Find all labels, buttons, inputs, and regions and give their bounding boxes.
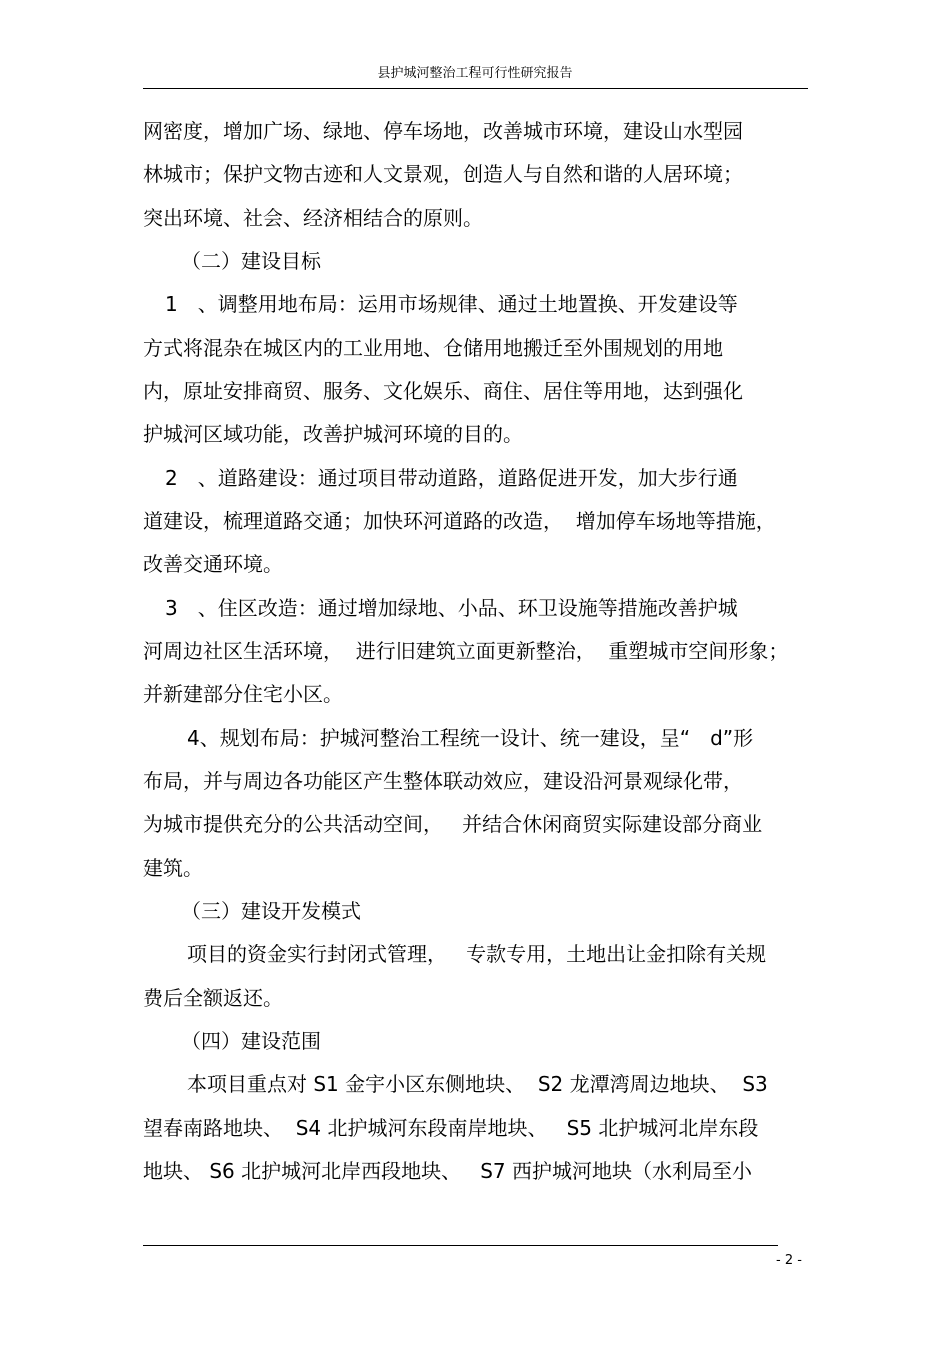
text-line: 河周边社区生活环境， 进行旧建筑立面更新整治， 重塑城市空间形象； xyxy=(143,639,789,663)
text-line: 2 、道路建设：通过项目带动道路，道路促进开发，加大步行通 xyxy=(165,466,738,490)
text-line: 望春南路地块、 S4 北护城河东段南岸地块、 S5 北护城河北岸东段 xyxy=(143,1116,759,1140)
page-number: - 2 - xyxy=(776,1253,802,1268)
text-line: 4、规划布局：护城河整治工程统一设计、统一建设，呈“ d”形 xyxy=(187,726,754,750)
text-line: 地块、 S6 北护城河北岸西段地块、 S7 西护城河地块（水利局至小 xyxy=(143,1159,752,1183)
text-line: 道建设，梳理道路交通；加快环河道路的改造， 增加停车场地等措施， xyxy=(143,509,776,533)
text-line: 护城河区域功能，改善护城河环境的目的。 xyxy=(143,422,523,446)
document-title: 县护城河整治工程可行性研究报告 xyxy=(377,66,573,81)
header-divider xyxy=(143,88,808,89)
text-line: 林城市；保护文物古迹和人文景观，创造人与自然和谐的人居环境； xyxy=(143,162,743,186)
text-line: 本项目重点对 S1 金宇小区东侧地块、 S2 龙潭湾周边地块、 S3 xyxy=(187,1072,768,1096)
text-line: 内，原址安排商贸、服务、文化娱乐、商住、居住等用地，达到强化 xyxy=(143,379,743,403)
text-line: 方式将混杂在城区内的工业用地、仓储用地搬迁至外围规划的用地 xyxy=(143,336,723,360)
text-line: 网密度，增加广场、绿地、停车场地，改善城市环境，建设山水型园 xyxy=(143,119,743,143)
text-line: 布局，并与周边各功能区产生整体联动效应，建设沿河景观绿化带， xyxy=(143,769,743,793)
text-line: 并新建部分住宅小区。 xyxy=(143,682,343,706)
text-line: 为城市提供充分的公共活动空间， 并结合休闲商贸实际建设部分商业 xyxy=(143,812,763,836)
text-line: 建筑。 xyxy=(143,856,203,880)
section-heading: （三）建设开发模式 xyxy=(181,899,361,923)
section-heading: （四）建设范围 xyxy=(181,1029,321,1053)
section-heading: （二）建设目标 xyxy=(181,249,321,273)
text-line: 1 、调整用地布局：运用市场规律、通过土地置换、开发建设等 xyxy=(165,292,738,316)
text-line: 突出环境、社会、经济相结合的原则。 xyxy=(143,206,483,230)
text-line: 费后全额返还。 xyxy=(143,986,283,1010)
footer-divider xyxy=(143,1245,778,1246)
text-line: 项目的资金实行封闭式管理， 专款专用，土地出让金扣除有关规 xyxy=(187,942,767,966)
text-line: 改善交通环境。 xyxy=(143,552,283,576)
text-line: 3 、住区改造：通过增加绿地、小品、环卫设施等措施改善护城 xyxy=(165,596,738,620)
